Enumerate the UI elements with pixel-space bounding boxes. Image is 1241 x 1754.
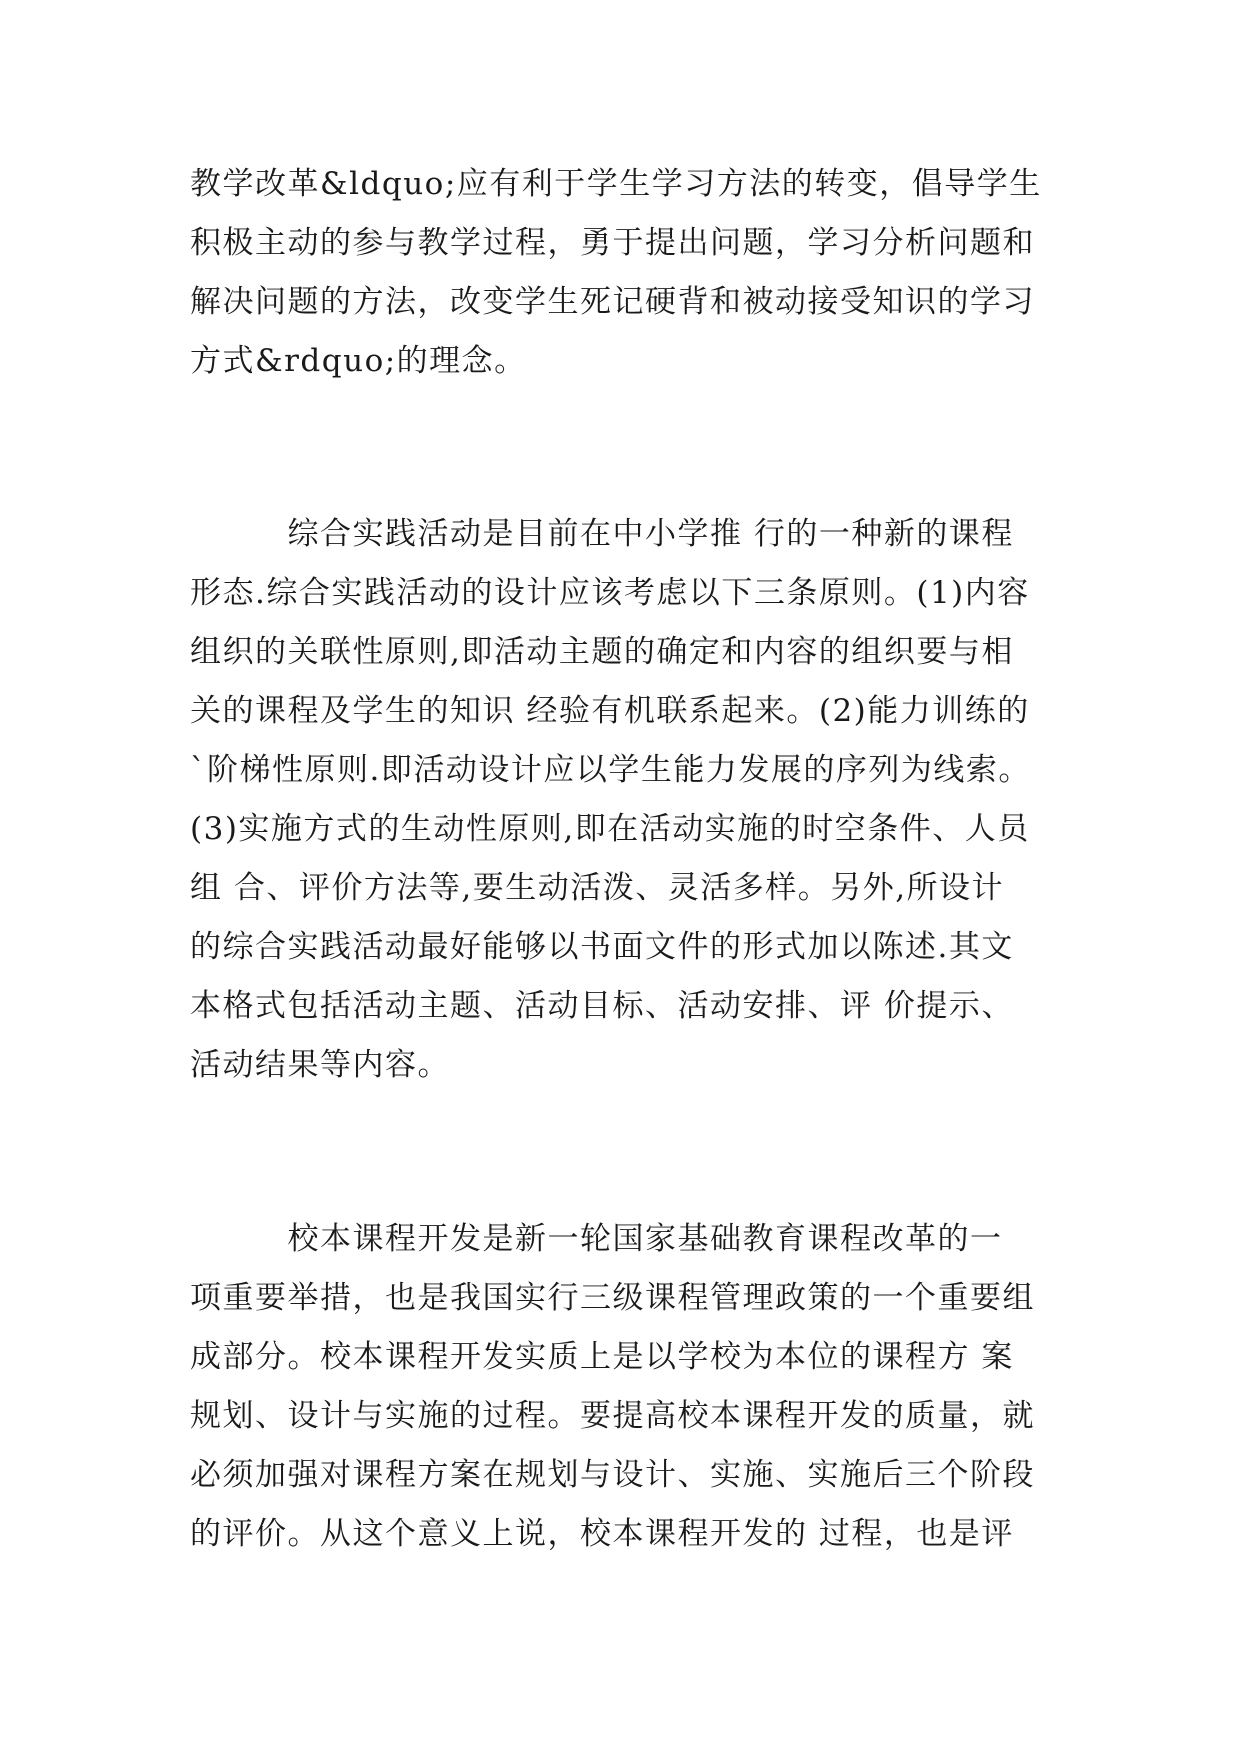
paragraph-school-curriculum <box>190 1210 1070 1564</box>
paragraph-teaching-reform <box>190 155 1070 391</box>
text-line: 形态.综合实践活动的设计应该考虑以下三条原则。(1)内容 <box>190 575 1030 611</box>
text-line: 项重要举措，也是我国实行三级课程管理政策的一个重要组 <box>190 1280 1035 1316</box>
text-line: 关的课程及学生的知识 经验有机联系起来。(2)能力训练的 <box>190 693 1030 729</box>
text-line: 活动结果等内容。 <box>190 1047 450 1083</box>
text-line: (3)实施方式的生动性原则,即在活动实施的时空条件、人员 <box>190 811 1030 847</box>
text-line: 校本课程开发是新一轮国家基础教育课程改革的一 <box>190 1221 1003 1257</box>
text-line: 必须加强对课程方案在规划与设计、实施、实施后三个阶段 <box>190 1457 1035 1493</box>
text-line: 教学改革&ldquo;应有利于学生学习方法的转变，倡导学生 <box>190 166 1042 202</box>
text-line: 成部分。校本课程开发实质上是以学校为本位的课程方 案 <box>190 1339 1014 1375</box>
text-line: 方式&rdquo;的理念。 <box>190 343 527 379</box>
text-line: 本格式包括活动主题、活动目标、活动安排、评 价提示、 <box>190 988 1014 1024</box>
text-line: 解决问题的方法，改变学生死记硬背和被动接受知识的学习 <box>190 284 1035 320</box>
text-line: 综合实践活动是目前在中小学推 行的一种新的课程 <box>190 516 1014 552</box>
text-line: 的评价。从这个意义上说，校本课程开发的 过程，也是评 <box>190 1516 1014 1552</box>
text-line: 组 合、评价方法等,要生动活泼、灵活多样。另外,所设计 <box>190 870 1005 906</box>
text-line: `阶梯性原则.即活动设计应以学生能力发展的序列为线索。 <box>190 752 1031 788</box>
text-line: 组织的关联性原则,即活动主题的确定和内容的组织要与相 <box>190 634 1014 670</box>
paragraph-practice-activities <box>190 505 1070 1095</box>
text-line: 的综合实践活动最好能够以书面文件的形式加以陈述.其文 <box>190 929 1014 965</box>
text-line: 规划、设计与实施的过程。要提高校本课程开发的质量，就 <box>190 1398 1035 1434</box>
text-line: 积极主动的参与教学过程，勇于提出问题，学习分析问题和 <box>190 225 1035 261</box>
